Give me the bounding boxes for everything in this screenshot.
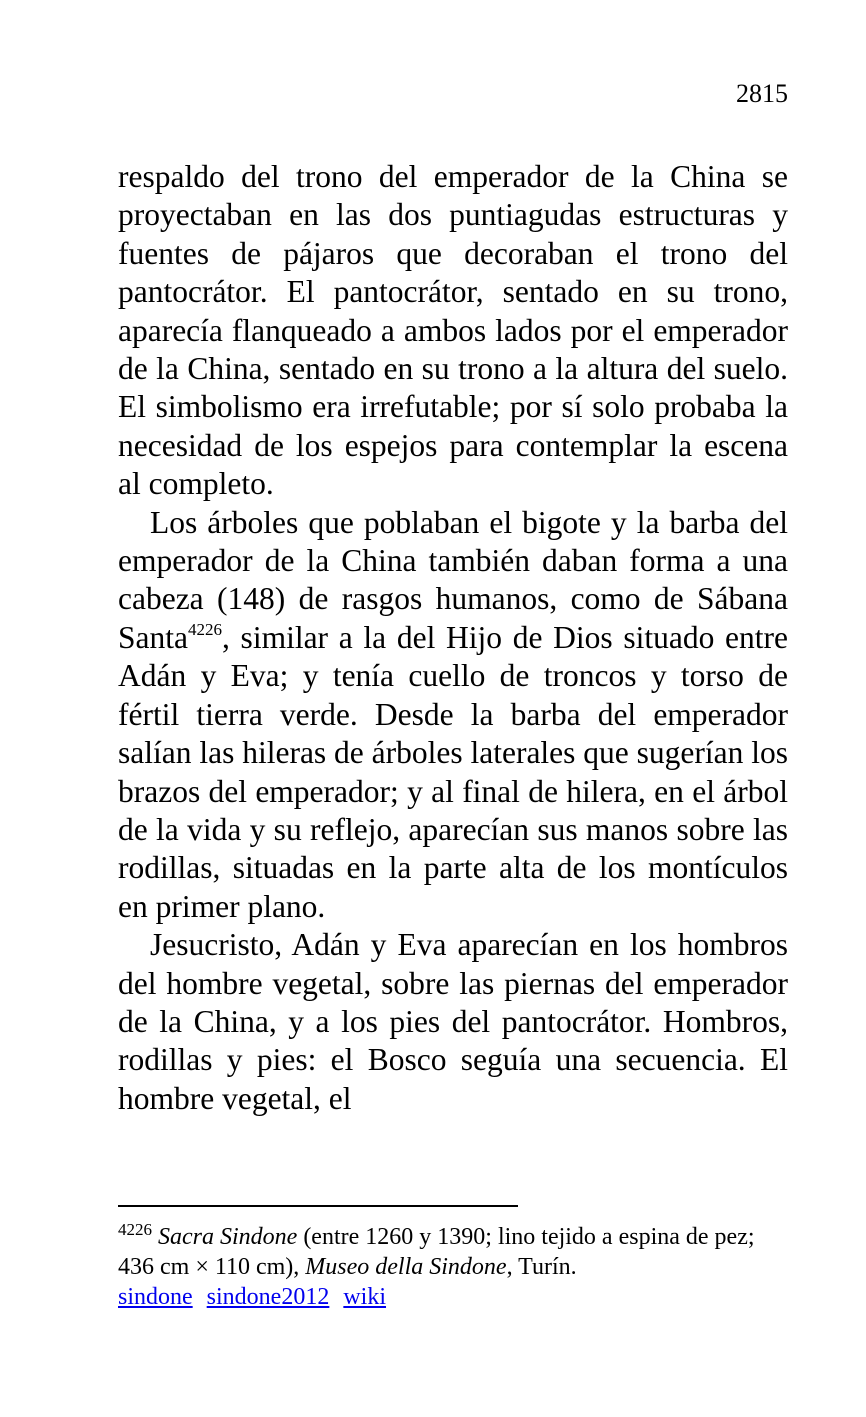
paragraph-3: Jesucristo, Adán y Eva aparecían en los hombros del hombre vegetal, sobre las piernas del emperador de la China, y a los pies del pantocrátor. Hombros, rodillas y pies: el Bosco seguía una secuencia. El hombre vegetal, el: [118, 927, 788, 1116]
link-wiki[interactable]: wiki: [343, 1284, 387, 1310]
page-number: 2815: [736, 79, 788, 108]
paragraph-2-text-a: Los árboles que poblaban el bigote y la barba del emperador de la China también daban forma a una cabeza (148) de rasgos humanos, como de Sábana Santa: [118, 504, 788, 655]
footnote-museum: Museo della Sindone: [305, 1254, 507, 1280]
footnote-links: [118, 1282, 790, 1312]
paragraph-2-text-b: , similar a la del Hijo de Dios situado entre Adán y Eva; y tenía cuello de troncos y torso de fértil tierra verde. Desde la barba del emperador salían las hileras de árboles laterales que sugerían los brazos del emperador; y al final de hilera, en el árbol de la vida y su reflejo, aparecían sus manos sobre las rodillas, situadas en la parte alta de los montículos en primer plano.: [118, 619, 789, 924]
footnote: [118, 1222, 790, 1312]
footnote-location: , Turín.: [506, 1254, 577, 1280]
paragraph-1: respaldo del trono del emperador de la China se proyectaban en las dos puntiagudas estructuras y fuentes de pájaros que decoraban el trono del pantocrátor. El pantocrátor, sentado en su trono, aparecía flanqueado a ambos lados por el emperador de la China, sentado en su trono a la altura del suelo. El simbolismo era irrefutable; por sí solo probaba la necesidad de los espejos para contemplar la escena al completo.: [118, 159, 788, 502]
paragraph-2: [118, 504, 788, 926]
footnote-detail: (entre 1260 y 1390; lino tejido a espina de pez; 436 cm × 110 cm),: [118, 1224, 755, 1280]
footnote-text: [118, 1222, 790, 1282]
footnote-reference[interactable]: 4226: [187, 619, 222, 639]
link-sindone[interactable]: sindone: [118, 1284, 193, 1310]
body-text: [118, 158, 788, 1118]
footnote-divider: [118, 1205, 518, 1207]
footnote-number: 4226: [118, 1220, 152, 1239]
footnote-title: Sacra Sindone: [158, 1224, 298, 1250]
link-sindone2012[interactable]: sindone2012: [206, 1284, 330, 1310]
